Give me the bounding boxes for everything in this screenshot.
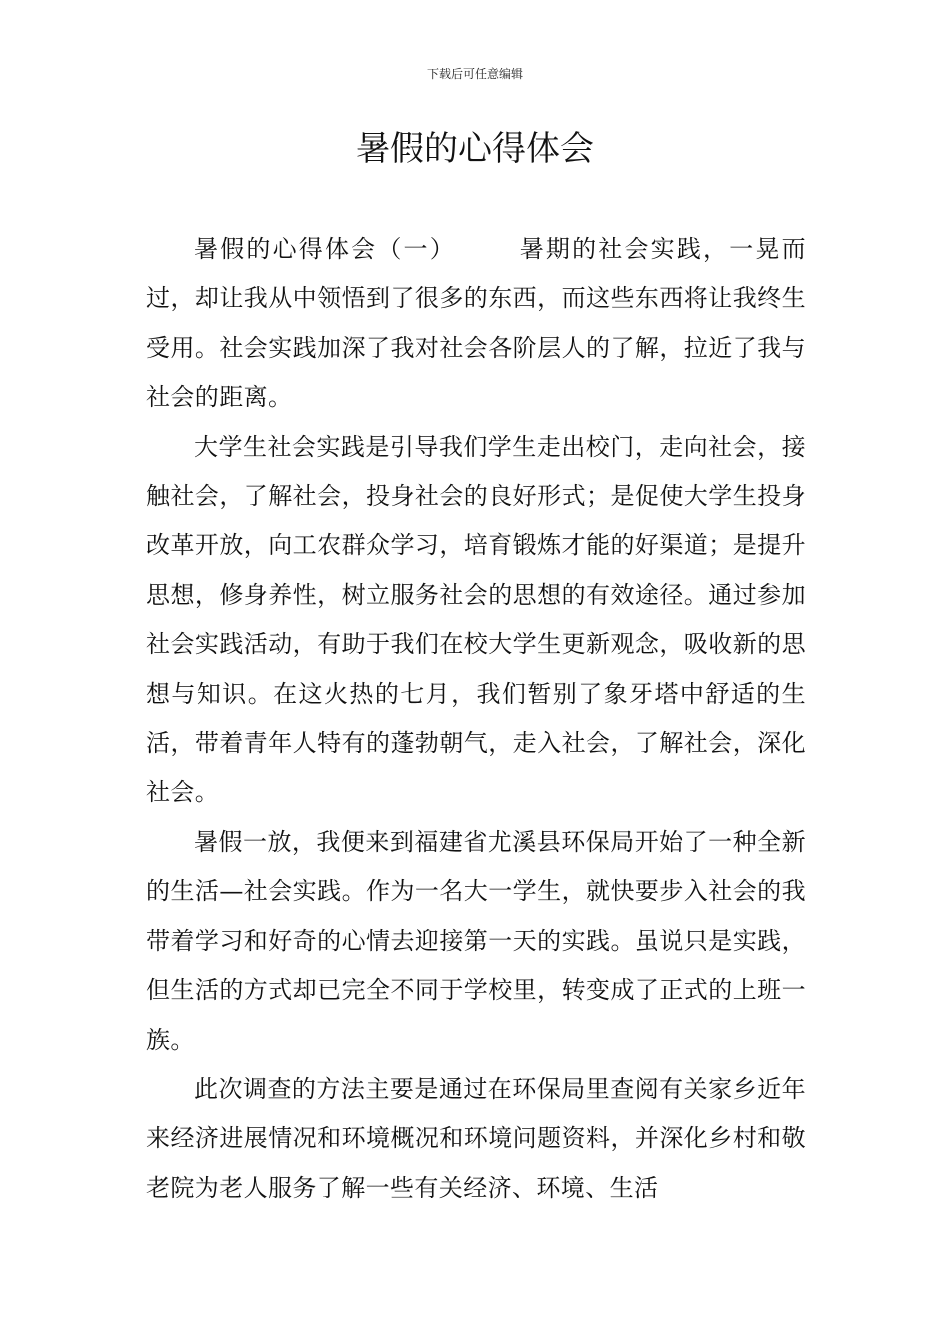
header-note: 下载后可任意编辑 — [426, 67, 523, 81]
paragraph-3: 暑假一放，我便来到福建省尤溪县环保局开始了一种全新的生活—社会实践。作为一名大一学生，就快要步入社会的我带着学习和好奇的心情去迎接第一天的实践。虽说只是实践，但生活的方式却已完全不同于学校里，转变成了正式的上班一族。 — [146, 827, 806, 1054]
paragraph-2: 大学生社会实践是引导我们学生走出校门，走向社会，接触社会，了解社会，投身社会的良好形式；是促使大学生投身改革开放，向工农群众学习，培育锻炼才能的好渠道；是提升思想，修身养性，树立服务社会的思想的有效途径。通过参加社会实践活动，有助于我们在校大学生更新观念，吸收新的思想与知识。在这火热的七月，我们暂别了象牙塔中舒适的生活，带着青年人特有的蓬勃朝气，走入社会，了解社会，深化社会。 — [146, 432, 806, 807]
document-title: 暑假的心得体会 — [356, 129, 594, 169]
paragraph-1-text: 暑期的社会实践，一晃而过，却让我从中领悟到了很多的东西，而这些东西将让我终生受用。社会实践加深了我对社会各阶层人的了解，拉近了我与社会的距离。 — [146, 235, 806, 412]
document-body — [146, 225, 806, 1213]
section-subheading: 暑假的心得体会（一） — [194, 235, 456, 263]
paragraph-4: 此次调查的方法主要是通过在环保局里查阅有关家乡近年来经济进展情况和环境概况和环境问题资料，并深化乡村和敬老院为老人服务了解一些有关经济、环境、生活 — [146, 1074, 806, 1202]
paragraph-1 — [146, 225, 806, 423]
